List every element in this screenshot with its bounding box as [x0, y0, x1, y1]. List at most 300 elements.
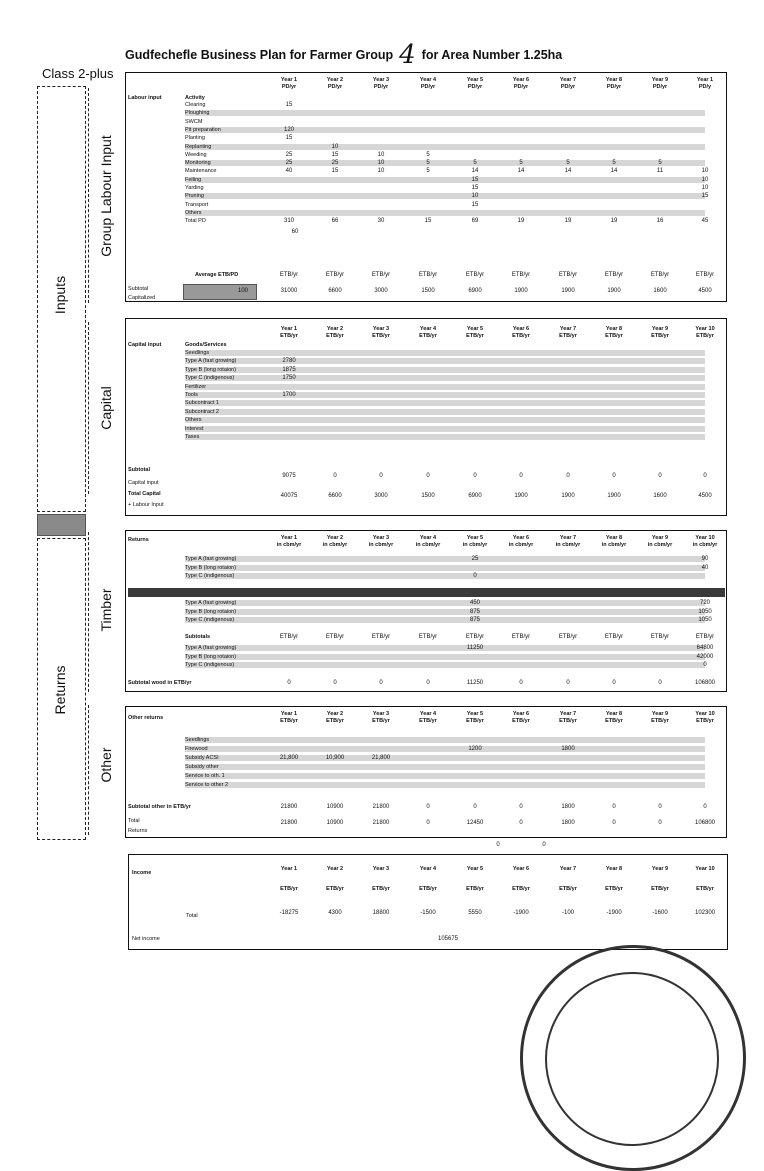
year-header: Year 8 PD/yr: [605, 77, 623, 90]
activity-label: Maintenance: [185, 168, 217, 175]
capital-subtotal-cell: 0: [658, 473, 662, 479]
returns-label: Returns: [52, 665, 68, 715]
year-header: Year 9 ETB/yr: [651, 711, 669, 724]
year-header: Year 7 ETB/yr: [559, 711, 577, 724]
year-header: Year 1: [280, 866, 298, 872]
labour-subtotal-cell: 1500: [421, 288, 435, 294]
timber-label: Timber: [98, 588, 114, 632]
other-label: Service to oth. 1: [185, 773, 225, 779]
other-subtotal-cell: 10900: [326, 804, 344, 810]
year-header: Year 1 ETB/yr: [280, 711, 298, 724]
transport-value: 60: [291, 229, 299, 235]
labour-subtotal-cell: 31000: [280, 288, 298, 294]
income-total-cell: 18800: [372, 910, 390, 916]
income-total-cell: 5550: [468, 910, 482, 916]
timber-cell: 0: [473, 573, 477, 579]
year-header: Year 1 ETB/yr: [280, 326, 298, 339]
other-label: Firewood: [185, 746, 208, 752]
year-header: Year 3 ETB/yr: [372, 326, 390, 339]
labour-cell: 5: [426, 151, 430, 158]
row-shading: [185, 764, 705, 770]
capital-total-cell: 6600: [328, 493, 342, 499]
row-shading: [185, 782, 705, 788]
labour-cell: 5: [612, 160, 616, 167]
income-total-cell: -1900: [606, 910, 622, 916]
labour-cell: 15: [701, 193, 709, 200]
title-text-before: Gudfechefle Business Plan for Farmer Group: [125, 48, 394, 62]
row-shading: [185, 426, 705, 432]
row-shading: [185, 737, 705, 743]
labour-cell: 10: [377, 168, 385, 175]
total-returns-cell: 12450: [466, 820, 484, 826]
timber-type-label: Type C (indigenous): [185, 617, 235, 623]
year-unit: ETB/yr: [419, 886, 437, 892]
labour-cell: 5: [426, 168, 430, 175]
labour-subtotal-cell: 1900: [561, 288, 575, 294]
labour-cell: 45: [701, 218, 709, 225]
etb-unit-label: ETB/yr: [325, 634, 345, 640]
row-shading: [185, 367, 705, 373]
capital-cell: 1875: [282, 366, 296, 373]
row-shading: [185, 746, 705, 752]
other-subtotal-label: Subtotal other in ETB/yr: [128, 804, 191, 810]
row-shading: [185, 617, 705, 623]
activity-label: Total PD: [185, 218, 206, 225]
activity-label: Felling: [185, 176, 202, 183]
timber-type-label: Type A (fast growing): [185, 645, 237, 651]
timber-value-cell: 64800: [696, 645, 714, 651]
capital-cell: 1700: [282, 392, 296, 398]
year-header: Year 6 ETB/yr: [512, 711, 530, 724]
total-returns-cell: 21800: [280, 820, 298, 826]
etb-unit-label: ETB/yr: [604, 272, 624, 278]
other-subtotal-cell: 21800: [280, 804, 298, 810]
etb-unit-label: ETB/yr: [558, 634, 578, 640]
labour-cell: 40: [285, 168, 293, 175]
total-capital-label: Total Capital: [128, 491, 161, 497]
timber-bracket: [88, 532, 89, 692]
timber-subtotal-cell: 11250: [466, 680, 484, 686]
labour-cell: 19: [517, 218, 525, 225]
other-label: Seedlings: [185, 737, 210, 743]
year-header: Year 10: [695, 866, 715, 872]
labour-subtotal-cell: 1900: [514, 288, 528, 294]
labour-subtotal-cell: 6600: [328, 288, 342, 294]
goods-label: Type C (indigenous): [185, 375, 235, 382]
subtotal-label: Subtotal: [128, 286, 149, 292]
goods-label: Subcontract 1: [185, 400, 219, 407]
total-returns-cell: 10900: [326, 820, 344, 826]
goods-label: Tools: [185, 392, 198, 398]
labour-cell: 5: [658, 160, 662, 167]
labour-cell: 5: [473, 160, 477, 167]
goods-label: Fertilizer: [185, 383, 207, 390]
labour-table: [125, 72, 727, 302]
labour-cell: 16: [656, 218, 664, 225]
labour-cell: 15: [471, 185, 479, 191]
net-income-value: 105675: [437, 936, 459, 942]
row-shading: [185, 434, 705, 440]
row-shading: [185, 392, 705, 398]
etb-unit-label: ETB/yr: [465, 272, 485, 278]
timber-cell: 25: [471, 556, 479, 562]
activity-label: Monitoring: [185, 160, 211, 167]
year-header: Year 8 ETB/yr: [605, 326, 623, 339]
activity-label: Transport: [185, 201, 209, 208]
row-shading: [185, 409, 705, 415]
year-header: Year 10 ETB/yr: [695, 711, 715, 724]
row-shading: [185, 127, 705, 133]
capital-total-cell: 4500: [698, 493, 712, 499]
other-subtotal-cell: 1800: [561, 804, 575, 810]
etb-unit-label: ETB/yr: [418, 272, 438, 278]
timber-subtotal-cell: 0: [379, 680, 383, 686]
capital-subtotal-cell: 0: [566, 473, 570, 479]
etb-unit-label: ETB/yr: [650, 272, 670, 278]
timber-subtotal-cell: 0: [566, 680, 570, 686]
group-labour-label: Group Labour Input: [98, 135, 114, 257]
etb-unit-label: ETB/yr: [325, 272, 345, 278]
title-text-after: for Area Number 1.25ha: [421, 48, 563, 62]
row-shading: [185, 193, 705, 199]
activity-header: Activity: [185, 95, 205, 101]
other-subtotal-cell: 21800: [372, 804, 390, 810]
row-shading: [185, 773, 705, 779]
row-shading: [185, 210, 705, 216]
labour-cell: 10: [331, 143, 339, 150]
year-unit: ETB/yr: [559, 886, 577, 892]
timber-price-cell: 450: [469, 600, 480, 606]
row-shading: [185, 400, 705, 406]
timber-type-label: Type B (long rotaion): [185, 564, 237, 571]
etb-unit-label: ETB/yr: [279, 272, 299, 278]
row-shading: [185, 375, 705, 381]
etb-unit-label: ETB/yr: [511, 272, 531, 278]
labour-cell: 25: [285, 151, 293, 158]
other-returns-header: Other returns: [128, 715, 164, 721]
returns-header: Returns: [128, 537, 149, 543]
row-shading: [185, 573, 705, 579]
labour-subtotal-cell: 4500: [698, 288, 712, 294]
year-unit: ETB/yr: [280, 886, 298, 892]
timber-price-cell: 1050: [698, 608, 712, 615]
other-label: Subsidy ACSI: [185, 755, 219, 761]
labour-cell: 19: [610, 218, 618, 225]
labour-cell: 5: [566, 160, 570, 167]
timber-price-cell: 1050: [698, 617, 712, 623]
timber-value-cell: 0: [703, 662, 707, 668]
goods-label: Type A (fast growing): [185, 358, 237, 365]
year-header: Year 5 in cbm/yr: [462, 535, 488, 548]
below-cell: 0: [496, 842, 500, 848]
goods-label: Subcontract 2: [185, 408, 219, 415]
labour-cell: 15: [285, 135, 293, 142]
timber-price-cell: 720: [699, 600, 710, 606]
labour-cell: 15: [331, 151, 339, 158]
etb-unit-label: ETB/yr: [371, 272, 391, 278]
etb-unit-label: ETB/yr: [371, 634, 391, 640]
activity-label: SWCM: [185, 118, 203, 125]
year-header: Year 1 PD/y: [696, 77, 714, 90]
labour-subtotal-cell: 1900: [607, 288, 621, 294]
seal-inner-ring: [545, 972, 719, 1146]
etb-unit-label: ETB/yr: [418, 634, 438, 640]
row-shading: [185, 177, 705, 183]
year-header: Year 3 PD/yr: [372, 77, 390, 90]
row-shading: [185, 417, 705, 423]
year-header: Year 7 ETB/yr: [559, 326, 577, 339]
other-cell: 21,800: [279, 755, 299, 761]
goods-header: Goods/Services: [185, 342, 227, 348]
labour-cell: 15: [285, 102, 293, 108]
capital-subtotal-cell: 0: [426, 473, 430, 479]
capital-total-cell: 1900: [514, 493, 528, 499]
labour-cell: 30: [377, 218, 385, 225]
timber-price-cell: 875: [469, 608, 480, 615]
row-shading: [185, 556, 705, 562]
labour-input-label: + Labour Input: [128, 502, 164, 508]
timber-subtotal-cell: 106800: [694, 680, 716, 686]
timber-type-label: Type B (long rotaion): [185, 653, 237, 660]
goods-label: Others: [185, 417, 202, 424]
etb-unit-label: ETB/yr: [511, 634, 531, 640]
labour-cell: 5: [519, 160, 523, 167]
activity-label: Pruning: [185, 193, 204, 200]
income-total-cell: -1500: [420, 910, 436, 916]
capital-subtotal-cell: 0: [612, 473, 616, 479]
labour-cell: 14: [564, 168, 572, 175]
other-cell: 21,800: [371, 755, 391, 761]
labour-cell: 10: [377, 160, 385, 167]
capital-subtotal-cell: 0: [519, 473, 523, 479]
timber-subtotal-cell: 0: [519, 680, 523, 686]
year-header: Year 6 ETB/yr: [512, 326, 530, 339]
labour-cell: 69: [471, 218, 479, 225]
year-header: Year 6 in cbm/yr: [508, 535, 534, 548]
other-subtotal-cell: 0: [426, 804, 430, 810]
labour-cell: 10: [377, 151, 385, 158]
row-shading: [185, 358, 705, 364]
etb-unit-label: ETB/yr: [695, 272, 715, 278]
etb-unit-label: ETB/yr: [279, 634, 299, 640]
year-header: Year 9 ETB/yr: [651, 326, 669, 339]
year-header: Year 5 PD/yr: [466, 77, 484, 90]
subtotals-label: Subtotals: [185, 634, 211, 640]
year-header: Year 6: [512, 866, 530, 872]
labour-cell: 310: [283, 218, 294, 225]
activity-label: Clearing: [185, 102, 206, 108]
other-label: Other: [98, 747, 114, 783]
year-unit: ETB/yr: [372, 886, 390, 892]
labour-header: Labour input: [128, 95, 162, 101]
year-header: Year 10 ETB/yr: [695, 326, 715, 339]
labour-cell: 11: [656, 168, 664, 175]
income-total-cell: 4300: [328, 910, 342, 916]
below-cell: 0: [542, 842, 546, 848]
year-header: Year 7 in cbm/yr: [555, 535, 581, 548]
activity-label: Replanting: [185, 143, 212, 150]
capital-subtotal-cell: 0: [473, 473, 477, 479]
year-header: Year 10 in cbm/yr: [692, 535, 718, 548]
labour-cell: 120: [283, 126, 294, 133]
capital-total-cell: 1500: [421, 493, 435, 499]
row-shading: [185, 662, 705, 668]
timber-subtotal-cell: 0: [612, 680, 616, 686]
returns-sub-label: Returns: [128, 828, 148, 834]
row-shading: [185, 384, 705, 390]
year-header: Year 7 PD/yr: [559, 77, 577, 90]
capital-total-cell: 3000: [374, 493, 388, 499]
labour-cell: 15: [331, 168, 339, 175]
year-header: Year 5 ETB/yr: [466, 326, 484, 339]
year-header: Year 5: [466, 866, 484, 872]
row-shading: [185, 144, 705, 150]
avg-etb-value: 100: [237, 288, 248, 294]
page-title: [125, 40, 562, 70]
timber-subtotal-label: Subtotal wood in ETB/yr: [128, 680, 192, 686]
year-header: Year 9 in cbm/yr: [647, 535, 673, 548]
other-subtotal-cell: 0: [519, 804, 523, 810]
activity-label: Pit preparation: [185, 126, 221, 133]
labour-cell: 66: [331, 218, 339, 225]
net-income-label: Net income: [132, 936, 160, 942]
goods-label: Seedlings: [185, 350, 210, 356]
labour-cell: 14: [517, 168, 525, 175]
year-header: Year 4 ETB/yr: [419, 326, 437, 339]
labour-cell: 25: [285, 160, 293, 167]
year-unit: ETB/yr: [466, 886, 484, 892]
labour-subtotal-cell: 3000: [374, 288, 388, 294]
year-header: Year 9 PD/yr: [651, 77, 669, 90]
total-returns-cell: 21800: [372, 820, 390, 826]
etb-unit-label: ETB/yr: [558, 272, 578, 278]
labour-cell: 14: [471, 168, 479, 175]
capital-subtotal-label: Subtotal: [128, 467, 150, 473]
year-header: Year 4 in cbm/yr: [415, 535, 441, 548]
year-unit: ETB/yr: [326, 886, 344, 892]
capital-cell: 1750: [282, 375, 296, 382]
capital-label: Capital: [98, 386, 114, 430]
total-returns-cell: 0: [612, 820, 616, 826]
capital-subtotal-cell: 0: [703, 473, 707, 479]
other-cell: 1800: [561, 746, 575, 752]
price-divider: [128, 588, 725, 597]
activity-label: Planting: [185, 135, 205, 142]
activity-label: Ploughing: [185, 110, 210, 117]
avg-etb-label: Average ETB/PD: [195, 272, 239, 278]
timber-subtotal-cell: 0: [287, 680, 291, 686]
other-subtotal-cell: 0: [473, 804, 477, 810]
timber-type-label: Type B (long rotaion): [185, 608, 237, 615]
year-header: Year 8 ETB/yr: [605, 711, 623, 724]
timber-cell: 40: [701, 564, 709, 571]
total-returns-cell: 0: [658, 820, 662, 826]
year-header: Year 4: [419, 866, 437, 872]
capital-total-cell: 40075: [280, 493, 298, 499]
capital-total-cell: 6900: [468, 493, 482, 499]
etb-unit-label: ETB/yr: [695, 634, 715, 640]
year-header: Year 2 ETB/yr: [326, 326, 344, 339]
timber-type-label: Type A (fast growing): [185, 600, 237, 606]
row-shading: [185, 755, 705, 761]
income-total-cell: -18275: [279, 910, 299, 916]
total-returns-label: Total: [128, 818, 140, 824]
timber-type-label: Type C (indigenous): [185, 573, 235, 579]
other-label: Subsidy other: [185, 764, 219, 770]
income-total-cell: -1600: [652, 910, 668, 916]
year-header: Year 5 ETB/yr: [466, 711, 484, 724]
timber-cell: 90: [701, 556, 709, 562]
etb-unit-label: ETB/yr: [465, 634, 485, 640]
other-table: [125, 706, 727, 838]
year-header: Year 8 in cbm/yr: [601, 535, 627, 548]
year-header: Year 2 PD/yr: [326, 77, 344, 90]
total-returns-cell: 106800: [694, 820, 716, 826]
income-total-cell: -100: [561, 910, 574, 916]
capital-total-cell: 1600: [653, 493, 667, 499]
year-header: Year 8: [605, 866, 623, 872]
labour-cell: 5: [426, 160, 430, 167]
year-header: Year 7: [559, 866, 577, 872]
timber-type-label: Type C (indigenous): [185, 662, 235, 668]
other-subtotal-cell: 0: [612, 804, 616, 810]
capital-subtotal-cell: 9075: [282, 473, 296, 479]
capital-subtotal-cell: 0: [333, 473, 337, 479]
group-number: 4: [399, 40, 416, 70]
goods-label: Interest: [185, 425, 204, 432]
activity-label: Yarding: [185, 185, 204, 191]
timber-subtotal-cell: 0: [333, 680, 337, 686]
other-label: Service to other 2: [185, 782, 229, 788]
other-subtotal-cell: 0: [658, 804, 662, 810]
timber-value-cell: 42000: [696, 653, 714, 660]
timber-value-cell: 11250: [466, 645, 484, 651]
income-total-cell: 102300: [694, 910, 716, 916]
total-returns-cell: 1800: [561, 820, 575, 826]
year-header: Year 4 PD/yr: [419, 77, 437, 90]
year-header: Year 6 PD/yr: [512, 77, 530, 90]
row-shading: [185, 654, 705, 660]
labour-cell: 10: [701, 168, 709, 175]
labour-cell: 10: [471, 193, 479, 200]
labour-cell: 10: [701, 176, 709, 183]
capital-total-cell: 1900: [561, 493, 575, 499]
row-shading: [185, 600, 705, 606]
other-cell: 10,900: [325, 755, 345, 761]
year-header: Year 3: [372, 866, 390, 872]
activity-label: Weeding: [185, 151, 207, 158]
timber-type-label: Type A (fast growing): [185, 556, 237, 562]
year-header: Year 1 in cbm/yr: [276, 535, 302, 548]
row-shading: [185, 565, 705, 571]
other-cell: 1200: [468, 746, 482, 752]
labour-cell: 15: [471, 201, 479, 208]
labour-cell: 15: [471, 176, 479, 183]
labour-subtotal-cell: 1600: [653, 288, 667, 294]
capital-input-label: Capital input: [128, 480, 159, 486]
labour-cell: 19: [564, 218, 572, 225]
year-unit: ETB/yr: [605, 886, 623, 892]
year-header: Year 3 ETB/yr: [372, 711, 390, 724]
activity-label: Others: [185, 209, 202, 216]
etb-unit-label: ETB/yr: [650, 634, 670, 640]
year-header: Year 2: [326, 866, 344, 872]
row-shading: [185, 645, 705, 651]
inputs-label: Inputs: [52, 275, 68, 315]
goods-label: Taxes: [185, 434, 200, 440]
labour-cell: 15: [424, 218, 432, 225]
labour-cell: 14: [610, 168, 618, 175]
